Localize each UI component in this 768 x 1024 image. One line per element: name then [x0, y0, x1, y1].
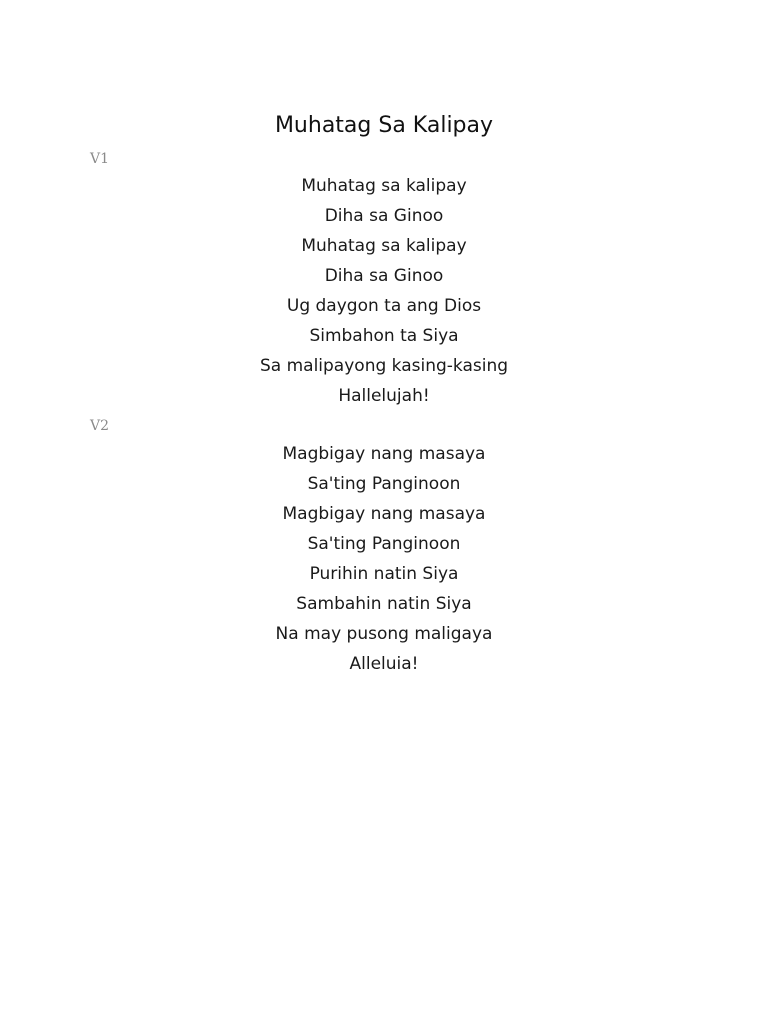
lyric-line: Sambahin natin Siya — [296, 594, 472, 614]
section-label-v2: V2 — [90, 418, 110, 434]
lyric-line: Sa'ting Panginoon — [307, 474, 461, 494]
lyric-line: Simbahon ta Siya — [309, 326, 459, 346]
lyric-line: Hallelujah! — [338, 386, 430, 406]
lyric-line: Diha sa Ginoo — [324, 266, 444, 286]
lyric-line: Magbigay nang masaya — [282, 504, 486, 524]
verse-1 — [0, 171, 768, 411]
lyric-line: Muhatag sa kalipay — [301, 236, 467, 256]
lyric-line: Alleluia! — [349, 654, 419, 674]
verse-2 — [0, 439, 768, 679]
lyric-line: Ug daygon ta ang Dios — [286, 296, 482, 316]
lyric-line: Magbigay nang masaya — [282, 444, 486, 464]
lyric-line: Purihin natin Siya — [309, 564, 459, 584]
lyric-line: Sa malipayong kasing-kasing — [259, 356, 509, 376]
lyric-line: Muhatag sa kalipay — [301, 176, 467, 196]
lyric-line: Sa'ting Panginoon — [307, 534, 461, 554]
lyric-line: Diha sa Ginoo — [324, 206, 444, 226]
lyric-line: Na may pusong maligaya — [275, 624, 493, 644]
section-label-v1: V1 — [90, 151, 110, 167]
song-title: Muhatag Sa Kalipay — [274, 113, 494, 138]
